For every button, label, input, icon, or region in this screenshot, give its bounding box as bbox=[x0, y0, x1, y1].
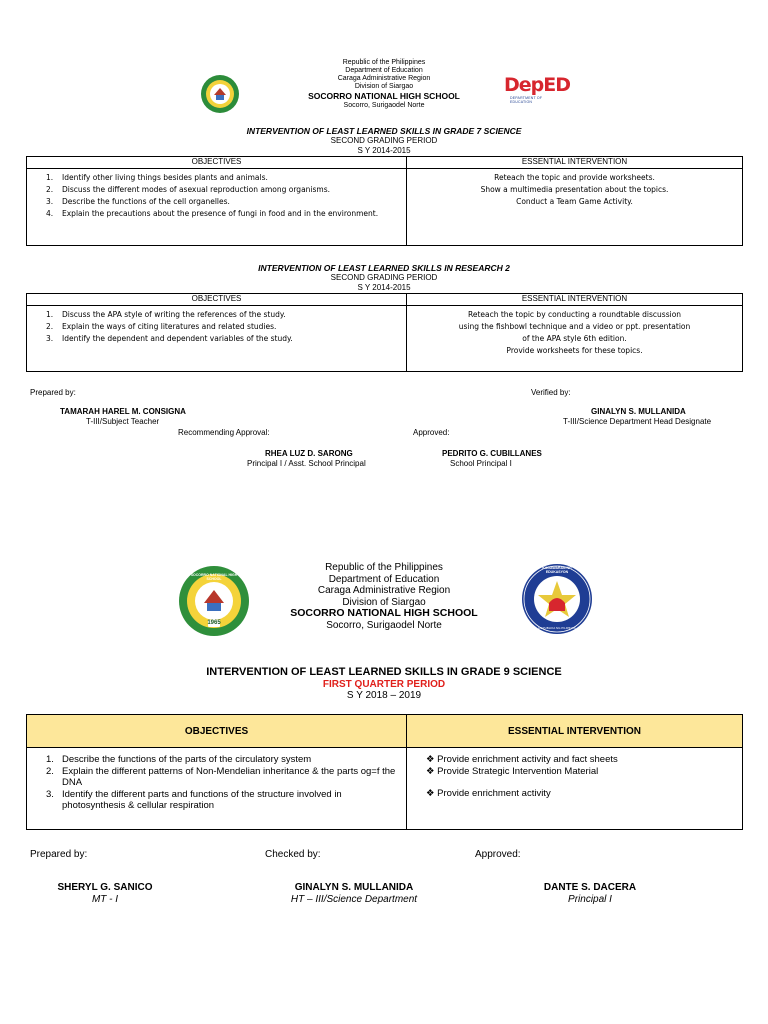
list-item: 2. Discuss the different modes of asexual reproduction among organisms. bbox=[46, 185, 331, 194]
header-line-republic: Republic of the Philippines bbox=[325, 562, 443, 573]
diamond-bullet-icon: ❖ bbox=[426, 788, 435, 799]
section1-heading bbox=[134, 126, 634, 155]
header-address: Socorro, Surigaodel Norte bbox=[343, 102, 425, 109]
list-item: 1. Describe the functions of the parts of the circulatory system bbox=[46, 754, 312, 765]
checked-name: GINALYN S. MULLANIDA bbox=[294, 882, 414, 893]
verified-label: Verified by: bbox=[531, 388, 571, 397]
page2-col-intervention: ESSENTIAL INTERVENTION bbox=[407, 715, 743, 748]
approved-title: Principal I bbox=[568, 894, 612, 905]
page2-period: FIRST QUARTER PERIOD bbox=[322, 679, 446, 690]
list-item: 3. Identify the different parts and functions of the structure involved in photosynthesis & cellular respiration bbox=[46, 788, 342, 811]
deped-logo-text: DepED bbox=[504, 74, 571, 96]
approved-name: PEDRITO G. CUBILLANES bbox=[442, 449, 542, 458]
section1-col-objectives: OBJECTIVES bbox=[27, 157, 407, 169]
prepared-label: Prepared by: bbox=[30, 388, 76, 397]
section1-table bbox=[26, 156, 743, 246]
page2-objectives-list bbox=[28, 754, 405, 812]
section1-sy: S Y 2014-2015 bbox=[357, 145, 411, 155]
header-line-region: Caraga Administrative Region bbox=[317, 585, 451, 596]
seal-year: 1965 bbox=[207, 620, 221, 626]
verified-name: GINALYN S. MULLANIDA bbox=[591, 407, 686, 416]
section2-table bbox=[26, 293, 743, 372]
intervention-line: using the fishbowl technique and a video or ppt. presentation bbox=[458, 322, 691, 331]
header-line-department: Department of Education bbox=[345, 67, 423, 74]
prepared-label: Prepared by: bbox=[30, 849, 88, 860]
list-item: 2. Explain the different patterns of Non-Mendelian inheritance & the parts og=f the DNA bbox=[46, 765, 396, 788]
approved-label: Approved: bbox=[413, 428, 450, 437]
section1-title: INTERVENTION OF LEAST LEARNED SKILLS IN GRADE 7 SCIENCE bbox=[246, 126, 522, 136]
page2-sy: S Y 2018 – 2019 bbox=[346, 690, 422, 701]
page1-header bbox=[234, 59, 534, 110]
page2-col-objectives: OBJECTIVES bbox=[27, 715, 407, 748]
page2-heading bbox=[134, 666, 634, 702]
list-item: 4. Explain the precautions about the presence of fungi in food and in the environment. bbox=[46, 209, 379, 218]
section1-intervention-cell bbox=[407, 169, 743, 246]
prepared-name: TAMARAH HAREL M. CONSIGNA bbox=[60, 407, 186, 416]
page2-title: INTERVENTION OF LEAST LEARNED SKILLS IN GRADE 9 SCIENCE bbox=[206, 666, 562, 678]
approved-title: School Principal I bbox=[450, 459, 512, 468]
section1-objectives-list bbox=[28, 172, 405, 220]
prepared-signatory bbox=[40, 882, 170, 906]
section2-col-objectives: OBJECTIVES bbox=[27, 294, 407, 306]
list-item: ❖ Provide enrichment activity bbox=[426, 788, 551, 799]
checked-title: HT – III/Science Department bbox=[290, 894, 418, 905]
intervention-line: of the APA style 6th edition. bbox=[522, 334, 627, 343]
header-line-division: Division of Siargao bbox=[342, 596, 426, 608]
page2-table bbox=[26, 714, 743, 830]
verified-signatory bbox=[563, 407, 711, 427]
prepared-name: SHERYL G. SANICO bbox=[57, 882, 153, 893]
recommending-title: Principal I / Asst. School Principal bbox=[247, 459, 366, 468]
header-address: Socorro, Surigaodel Norte bbox=[326, 619, 442, 631]
intervention-line: Reteach the topic and provide worksheets. bbox=[494, 173, 655, 182]
recommending-signatory bbox=[247, 449, 366, 469]
page2-intervention-cell bbox=[407, 748, 743, 830]
section1-col-intervention: ESSENTIAL INTERVENTION bbox=[407, 157, 743, 169]
list-item: ❖ Provide Strategic Intervention Material bbox=[426, 765, 599, 777]
header-line-department: Department of Education bbox=[328, 573, 440, 585]
section2-col-intervention: ESSENTIAL INTERVENTION bbox=[407, 294, 743, 306]
approved-label: Approved: bbox=[475, 849, 521, 860]
section2-heading bbox=[134, 263, 634, 292]
seal-ring-text-top: KAGAWARAN NG EDUKASYON bbox=[542, 566, 572, 574]
section1-period: SECOND GRADING PERIOD bbox=[330, 136, 438, 145]
intervention-line: Show a multimedia presentation about the topics. bbox=[480, 185, 669, 194]
header-school-name: SOCORRO NATIONAL HIGH SCHOOL bbox=[290, 607, 478, 619]
prepared-title: T-III/Subject Teacher bbox=[86, 417, 160, 426]
section2-period: SECOND GRADING PERIOD bbox=[330, 273, 438, 282]
section2-objectives-cell bbox=[27, 306, 407, 372]
page2-objectives-cell bbox=[27, 748, 407, 830]
approved-signatory bbox=[515, 882, 665, 906]
list-item: 1. Identify other living things besides plants and animals. bbox=[46, 173, 268, 182]
checked-signatory bbox=[269, 882, 439, 906]
deped-logo-subtext: DEPARTMENT OF EDUCATION bbox=[510, 96, 543, 104]
list-item: 2. Explain the ways of citing literatures and related studies. bbox=[46, 322, 277, 331]
section2-sy: S Y 2014-2015 bbox=[357, 282, 411, 292]
verified-title: T-III/Science Department Head Designate bbox=[563, 417, 712, 426]
list-item: 1. Discuss the APA style of writing the references of the study. bbox=[46, 310, 286, 319]
section2-intervention-cell bbox=[407, 306, 743, 372]
diamond-bullet-icon: ❖ bbox=[426, 754, 435, 765]
section2-title: INTERVENTION OF LEAST LEARNED SKILLS IN RESEARCH 2 bbox=[258, 263, 510, 273]
prepared-signatory bbox=[60, 407, 186, 427]
recommending-label: Recommending Approval: bbox=[178, 428, 270, 437]
diamond-bullet-icon: ❖ bbox=[426, 765, 435, 777]
list-item: ❖ Provide enrichment activity and fact sheets bbox=[426, 754, 618, 765]
approved-signatory bbox=[442, 449, 542, 469]
checked-label: Checked by: bbox=[265, 849, 321, 860]
list-item: 3. Identify the dependent and dependent variables of the study. bbox=[46, 334, 293, 343]
header-line-republic: Republic of the Philippines bbox=[342, 59, 426, 66]
seal-ring-text-bottom: REPUBLIKA NG PILIPINAS bbox=[538, 626, 576, 630]
intervention-line: Provide worksheets for these topics. bbox=[506, 346, 643, 355]
intervention-line: Reteach the topic by conducting a roundtable discussion bbox=[467, 310, 682, 319]
header-line-region: Caraga Administrative Region bbox=[337, 75, 431, 82]
section2-objectives-list bbox=[28, 309, 405, 345]
recommending-name: RHEA LUZ D. SARONG bbox=[265, 449, 353, 458]
intervention-line: Conduct a Team Game Activity. bbox=[516, 197, 633, 206]
header-school-name: SOCORRO NATIONAL HIGH SCHOOL bbox=[308, 91, 460, 101]
page2-intervention-list bbox=[408, 754, 741, 800]
approved-name: DANTE S. DACERA bbox=[543, 882, 637, 893]
section1-objectives-cell bbox=[27, 169, 407, 246]
prepared-title: MT - I bbox=[91, 894, 119, 905]
page2-header bbox=[234, 562, 534, 631]
seal-ring-text: SOCORRO NATIONAL HIGH SCHOOL bbox=[190, 573, 238, 581]
list-item: 3. Describe the functions of the cell organelles. bbox=[46, 197, 230, 206]
header-line-division: Division of Siargao bbox=[354, 83, 414, 90]
